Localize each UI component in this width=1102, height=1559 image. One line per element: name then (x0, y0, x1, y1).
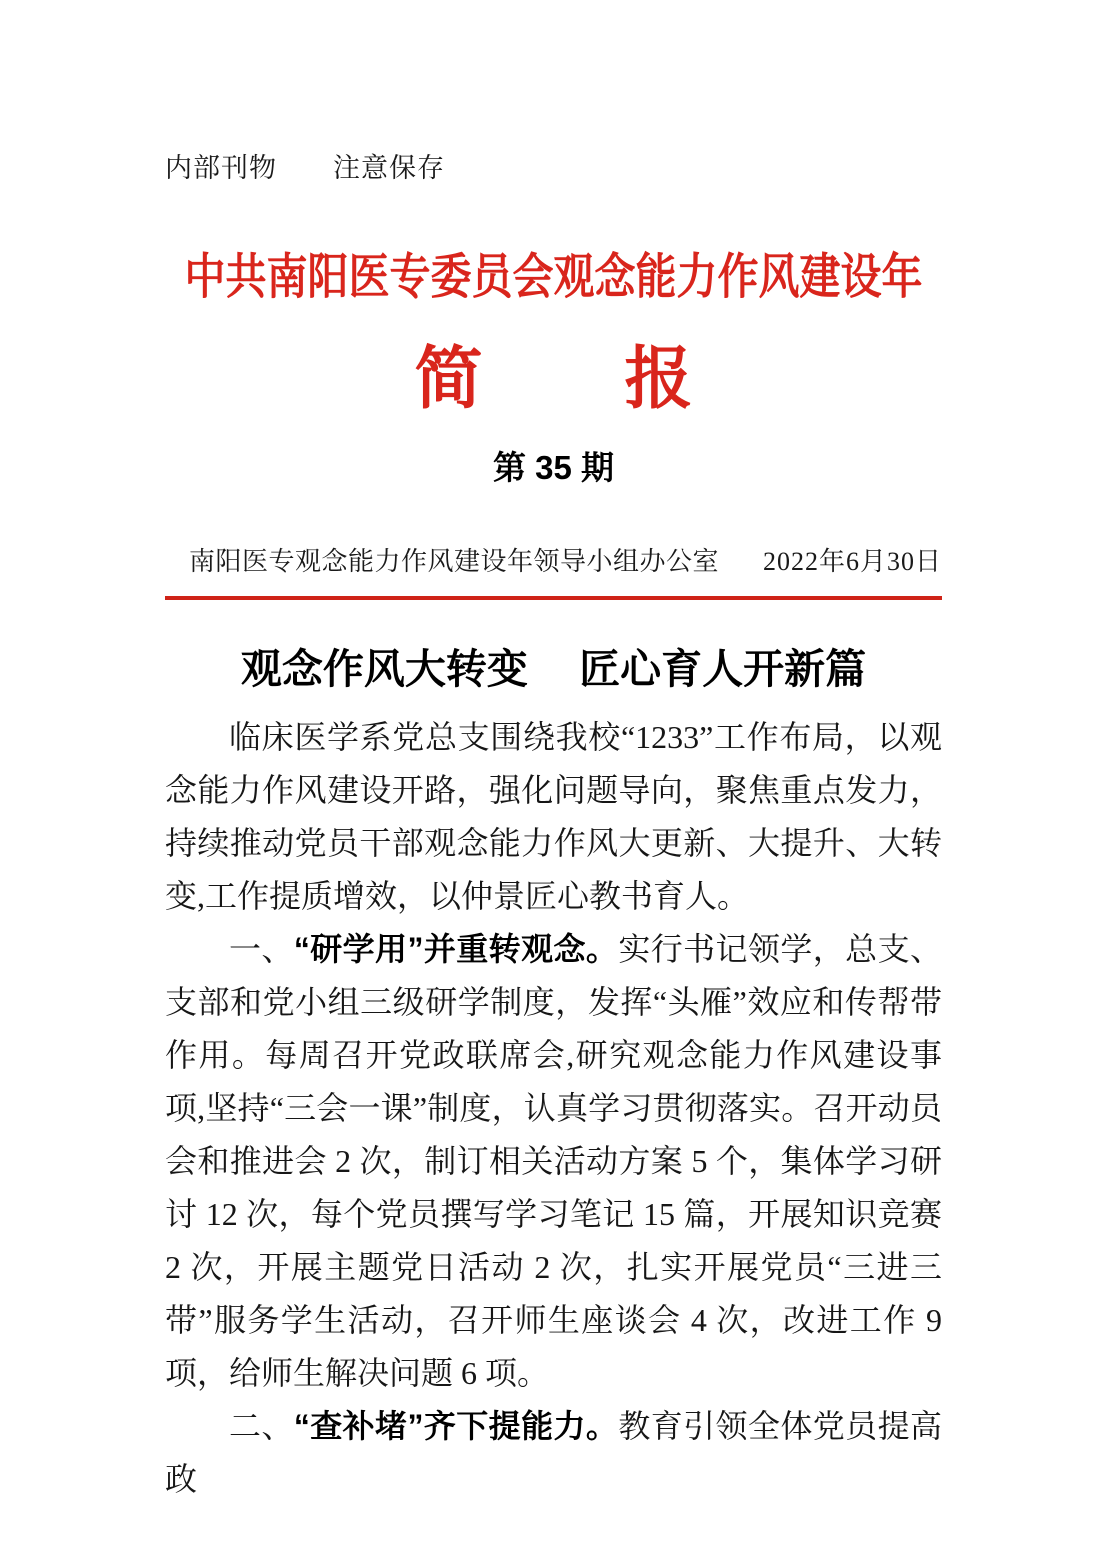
article-title: 观念作风大转变 匠心育人开新篇 (240, 646, 867, 692)
divider-rule (165, 596, 942, 600)
section-heading-bold: “研学用”并重转观念。 (293, 931, 619, 967)
article-body (165, 711, 942, 1506)
publish-date: 2022年6月30日 (762, 547, 942, 576)
masthead-org-line: 中共南阳医专委员会观念能力作风建设年 (184, 249, 923, 304)
section-heading-bold: “查补堵”齐下提能力。 (293, 1408, 619, 1444)
section-lead: 一、 (229, 931, 294, 967)
section-lead: 二、 (229, 1408, 294, 1444)
bulletin-char-jian: 简 (414, 340, 483, 417)
paragraph-section-1 (165, 923, 942, 1400)
publication-row (165, 541, 942, 578)
masthead-title (165, 243, 942, 302)
bulletin-char-bao: 报 (624, 340, 693, 417)
paragraph-section-2 (165, 1400, 942, 1506)
paragraph-text: 临床医学系党总支围绕我校“1233”工作布局，以观念能力作风建设开路，强化问题导向，聚焦重点发力，持续推动党员干部观念能力作风大更新、大提升、大转变,工作提质增效，以仲景匠心教书育人。 (165, 719, 942, 914)
paragraph-intro (165, 711, 942, 923)
paragraph-text: 实行书记领学，总支、支部和党小组三级研学制度，发挥“头雁”效应和传帮带作用。每周召开党政联席会,研究观念能力作风建设事项,坚持“三会一课”制度，认真学习贯彻落实。召开动员会和推进会 2 次，制订相关活动方案 5 个，集体学习研讨 12 次，每个党员撰写学习笔记 15 篇，开展知识竞赛 2 次，开展主题党日活动 2 次，扎实开展党员“三进三带”服务学生活动，召开师生座谈会 4 次，改进工作 9 项，给师生解决问题 6 项。 (165, 931, 942, 1391)
bulletin-title (165, 330, 942, 416)
issue-number: 第 35 期 (492, 449, 615, 486)
publisher-name: 南阳医专观念能力作风建设年领导小组办公室 (189, 547, 720, 576)
header-note: 内部刊物 注意保存 (165, 153, 445, 183)
paragraph-text: 教育引领全体党员提高政 (165, 1408, 942, 1497)
